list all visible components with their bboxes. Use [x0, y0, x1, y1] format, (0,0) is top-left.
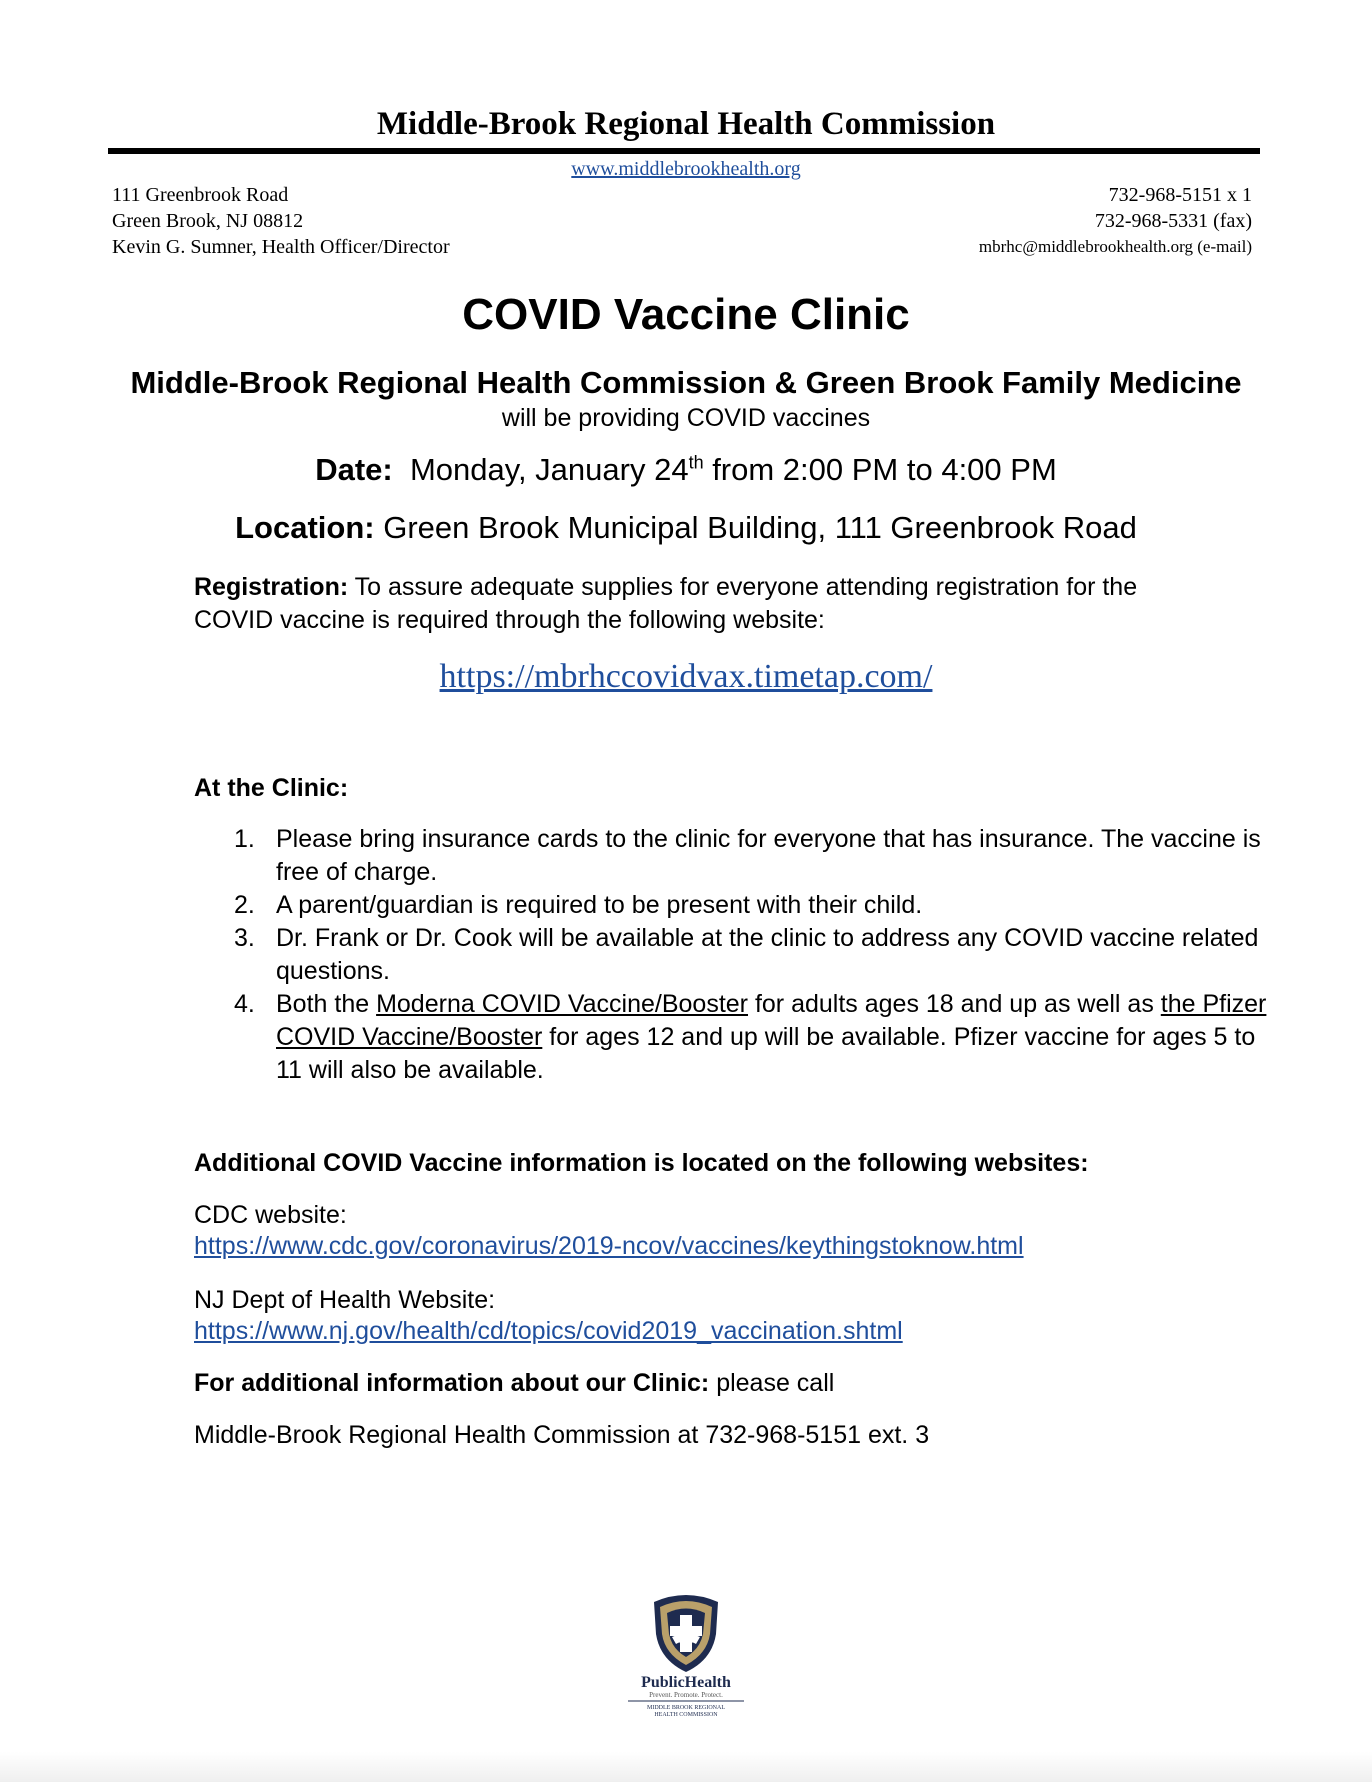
- registration-body: To assure adequate supplies for everyone attending registration for the COVID vaccine is required through the following website:: [194, 573, 1138, 634]
- fax-number: 732-968-5331 (fax): [1094, 210, 1252, 232]
- email-address: mbrhc@middlebrookhealth.org (e-mail): [978, 237, 1252, 256]
- list-number: 3.: [234, 924, 255, 952]
- registration-text: [194, 571, 1204, 637]
- address-block: [112, 182, 450, 260]
- location-label: Location:: [235, 510, 375, 545]
- cdc-label: CDC website:: [194, 1201, 347, 1229]
- subtitle-secondary: will be providing COVID vaccines: [501, 404, 871, 432]
- list-item: [234, 889, 1286, 922]
- address-line2: Green Brook, NJ 08812: [112, 210, 304, 232]
- website-link[interactable]: www.middlebrookhealth.org: [571, 158, 801, 180]
- list-number: 2.: [234, 891, 255, 919]
- page-title: COVID Vaccine Clinic: [462, 290, 910, 339]
- list-number: 4.: [234, 990, 255, 1018]
- phone-number: 732-968-5151 x 1: [1108, 184, 1252, 206]
- nj-link[interactable]: https://www.nj.gov/health/cd/topics/covid2019_vaccination.shtml: [194, 1317, 903, 1345]
- header-rule: [108, 148, 1260, 154]
- clinic-heading: At the Clinic:: [194, 774, 349, 802]
- org-name: Middle-Brook Regional Health Commission: [376, 106, 996, 142]
- clinic-date: [0, 452, 1372, 488]
- health-officer: Kevin G. Sumner, Health Officer/Director: [112, 236, 450, 258]
- list-number: 1.: [234, 825, 255, 853]
- date-label: Date:: [315, 452, 393, 487]
- list-text-post: for ages 12 and up will be available. Pfizer vaccine for ages 5 to 11 will also be available.: [276, 1023, 1256, 1084]
- clinic-location: [0, 510, 1372, 546]
- call-line: Middle-Brook Regional Health Commission at 732-968-5151 ext. 3: [194, 1421, 930, 1449]
- list-text: Please bring insurance cards to the clinic for everyone that has insurance. The vaccine is free of charge.: [276, 825, 1261, 886]
- cdc-link[interactable]: https://www.cdc.gov/coronavirus/2019-ncov/vaccines/keythingstoknow.html: [194, 1232, 1024, 1260]
- subtitle: Middle-Brook Regional Health Commission & Green Brook Family Medicine: [130, 365, 1242, 400]
- date-value: Monday, January 24: [409, 452, 689, 487]
- list-item: [234, 922, 1286, 988]
- nj-label: NJ Dept of Health Website:: [194, 1286, 496, 1314]
- public-health-logo: [610, 1590, 762, 1720]
- more-info-label: For additional information about our Clinic:: [194, 1369, 710, 1397]
- clinic-list: [194, 823, 1286, 1087]
- date-time: from 2:00 PM to 4:00 PM: [703, 452, 1057, 487]
- address-line1: 111 Greenbrook Road: [112, 184, 289, 206]
- more-info-text: please call: [709, 1369, 835, 1397]
- list-text-pre: Both the: [276, 990, 377, 1018]
- registration-link[interactable]: https://mbrhccovidvax.timetap.com/: [439, 658, 933, 695]
- page-bottom-shade: [0, 1752, 1372, 1782]
- list-text-mid: for adults ages 18 and up as well as: [748, 990, 1161, 1018]
- logo-org-line1: MIDDLE BROOK REGIONAL: [647, 1705, 725, 1711]
- moderna-link[interactable]: Moderna COVID Vaccine/Booster: [376, 990, 749, 1018]
- list-text: Dr. Frank or Dr. Cook will be available at the clinic to address any COVID vaccine related questions.: [276, 924, 1259, 985]
- contact-block: [979, 182, 1252, 260]
- public-health-shield-icon: [610, 1590, 762, 1720]
- list-item: [234, 823, 1286, 889]
- logo-name: PublicHealth: [641, 1674, 731, 1691]
- pfizer-link[interactable]: the Pfizer COVID Vaccine/Booster: [276, 990, 1267, 1051]
- more-info: [194, 1367, 1204, 1400]
- list-item: [234, 988, 1286, 1087]
- additional-heading: Additional COVID Vaccine information is located on the following websites:: [194, 1149, 1089, 1177]
- location-value: Green Brook Municipal Building, 111 Greenbrook Road: [374, 510, 1137, 545]
- logo-org-line2: HEALTH COMMISSION: [654, 1712, 718, 1718]
- logo-tagline: Prevent. Promote. Protect.: [649, 1691, 723, 1699]
- list-text: A parent/guardian is required to be present with their child.: [276, 891, 923, 919]
- registration-label: Registration:: [194, 573, 349, 601]
- date-suffix: th: [688, 452, 704, 473]
